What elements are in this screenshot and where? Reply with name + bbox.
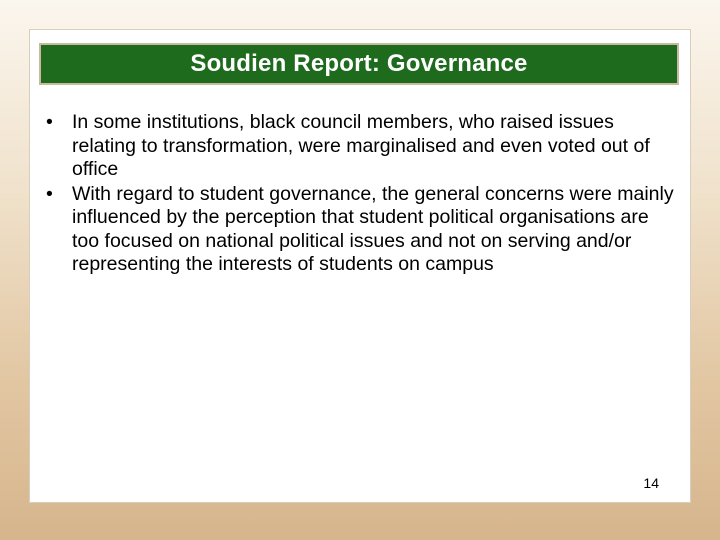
- slide-title: Soudien Report: Governance: [190, 50, 528, 77]
- bullet-list: [46, 111, 676, 278]
- bullet-text: In some institutions, black council members, who raised issues relating to transformation, were marginalised and even voted out of office: [72, 111, 650, 180]
- bullet-item: [46, 183, 676, 277]
- bullet-marker: •: [46, 111, 53, 133]
- slide-content-panel: [29, 29, 691, 503]
- bullet-marker: •: [46, 182, 53, 205]
- bullet-item: [46, 111, 676, 182]
- bullet-text: With regard to student governance, the general concerns were mainly influenced by the perception that student political organisations are too focused on national political issues and not on serving and/or representing the interests of students on campus: [72, 182, 674, 275]
- page-number: 14: [643, 475, 659, 491]
- title-bar: [39, 43, 679, 85]
